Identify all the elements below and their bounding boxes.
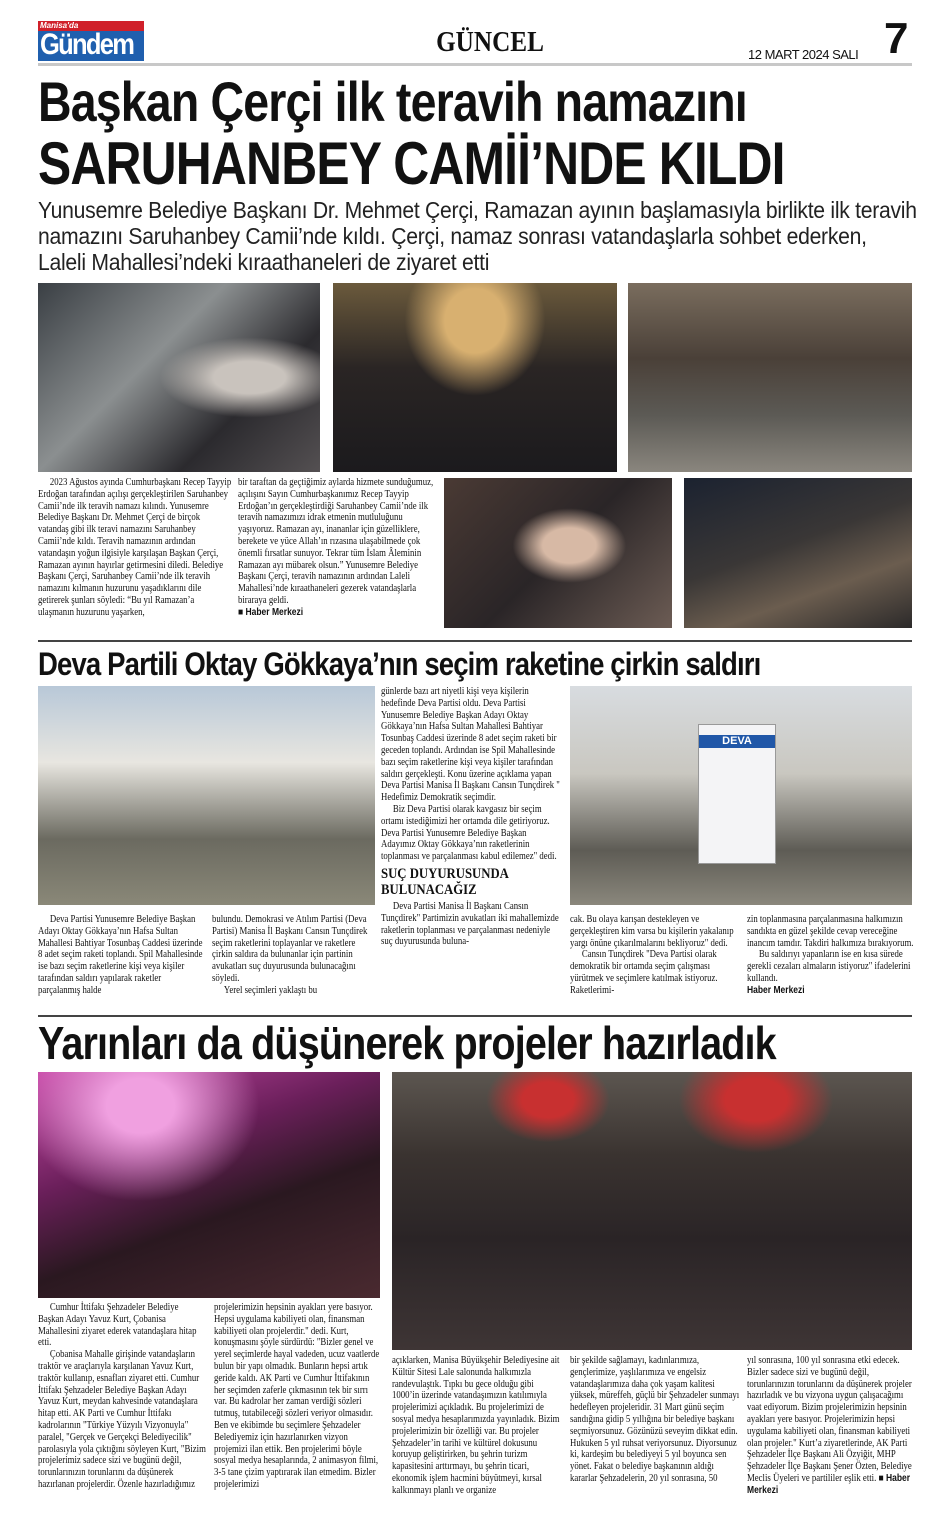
article2-column-1 (38, 914, 203, 997)
article2-paragraph: Deva Partisi Yunusemre Belediye Başkan Adayı Oktay Gökkaya’nın Hafsa Sultan Mahallesi Bahtiyar Tosunbaş Caddesi üzerinde 8 adet seçim raketi toplandı. Spil Mahallesinde ise bazı seçim raketlerine kişi veya kişiler tarafından saldırı yapılarak raketler parçalanmış halde (38, 914, 203, 996)
photo-candidate-rally (38, 1072, 380, 1298)
article1-deck: Yunusemre Belediye Başkanı Dr. Mehmet Çerçi, Ramazan ayının başlamasıyla birlikte ilk teravih namazını Saruhanbey Camii’nde kıldı. Çerçi, namaz sonrası vatandaşlarla sohbet ederken, Laleli Mahallesi’ndeki kıraathaneleri de ziyaret etti (38, 197, 917, 275)
article3-signature: ■ Haber Merkezi (747, 1472, 911, 1496)
article2-paragraph: Deva Partisi Manisa İl Başkanı Cansın Tunçdirek" Partimizin avukatları iki mahallemizde raketlerin toplanması ve parçalanması nedeniyle suç duyurusunda buluna- (381, 900, 559, 948)
article1-paragraph: 2023 Ağustos ayında Cumhurbaşkanı Recep Tayyip Erdoğan tarafından açılışı gerçekleştirilen Saruhanbey Camii’nde ilk teravih namazı kılındı. Yunusemre Belediye Başkanı Dr. Mehmet Çerçi de birçok vatandaş gibi ilk teravi namazını Saruhanbey Camii’nde kıldı. Teravih namazının ardından vatandaşın yoğun ilgisiyle karşılaşan Başkan Çerçi, Ramazan ayının hayırlar getirmesini diledi. Belediye Başkanı Çerçi, Saruhanbey Camii’nde ilk teravih namazını kılmanın huzurunu yaşadıklarını dile getirerek şunları söyledi: “Bu yıl Ramazan’a ulaşmanın huzurunu yaşarken, (38, 477, 232, 618)
photo-candidate-poster (38, 686, 375, 905)
article2-paragraph: Biz Deva Partisi olarak kavgasız bir seçim ortamı istediğimizi her ortamda dile getiriyoruz. Deva Partisi Yunusemre Belediye Başkan Adayımız Oktay Gökkaya’nın raketlerinin toplanması ve parçalanması kabul edilemez" dedi. (381, 803, 557, 863)
article3-column-2 (214, 1302, 382, 1491)
article2-headline: Deva Partili Oktay Gökkaya’nın seçim raketine çirkin saldırı (38, 646, 761, 682)
article2-column-2 (212, 914, 377, 997)
article1-signature: ■ Haber Merkezi (238, 606, 304, 618)
article3-headline: Yarınları da düşünerek projeler hazırladık (38, 1017, 776, 1069)
article2-paragraph: bulundu. Demokrasi ve Atılım Partisi (Deva Partisi) Manisa İl Başkanı Cansın Tunçdirek seçim raketlerini toplayanlar ve raketlere çirkin saldıra da bulunanlar için partinin avukatları suç duyurusunda bulunacağını söyledi. (212, 914, 368, 984)
article3-paragraph: Cumhur İttifakı Şehzadeler Belediye Başkan Adayı Yavuz Kurt, Çobanisa Mahallesini ziyaret ederek vatandaşlara hitap etti. (38, 1302, 197, 1349)
article2-middle-column (381, 686, 561, 948)
logo-top-text: Manisa'da (38, 21, 144, 31)
article1-headline-line2: SARUHANBEY CAMİİ’NDE KILDI (38, 130, 785, 197)
photo-selfie (444, 478, 672, 628)
article3-column-1 (38, 1302, 206, 1491)
article3-paragraph: projelerimizin hepsinin ayakları yere basıyor. Hepsi uygulama kabiliyeti olan, finansman kabiliyeti olan projelerdir." dedi. Kurt, konuşmasını şöyle sürdürdü: "Bizler genel ve yerel seçimlerde hayal vadeden, ucuz vaatlerde bulun bir yapı olmadık. Bunların hepsi artık geride kaldı. AK Parti ve Cumhur İttifakının her seçimden zaferle çıkmasının tek bir sırrı var. Bu kadrolar her zaman verdiği sözleri tutmuş, tutabileceği sözleri veriyor olmasıdır. Ben ve ekibimde bu seçimlere Şehzadeler Belediyemiz için hazırlanırken vizyon projemizi ilan ettik. Ben projelerimi böyle sosyal medya hesaplarında, 2 animasyon filmi, 3-5 tane çizim yaptırarak ilan etmedim. Bizler projelerimizi (214, 1302, 380, 1490)
article3-column-5 (747, 1355, 914, 1497)
article2-subheading: SUÇ DUYURUSUNDA BULUNACAĞIZ (381, 865, 509, 898)
article2-paragraph: zin toplanmasına parçalanmasına halkımızın sandıkta en güzel şekilde cevap vereceğine inancım tamdır. Takdiri halkımıza bırakıyorum. (747, 914, 914, 949)
photo-deva-poster (570, 686, 912, 905)
photo-crowd-meeting (392, 1072, 912, 1350)
article3-column-3 (392, 1355, 562, 1497)
article3-text: yıl sonrasına, 100 yıl sonrasına etki edecek. Bizler sadece sizi ve bugünü değil, torunlarınızın torunlarını da düşünerek projeler hazırladık ve bu vizyona uygun çalışacağımı vaat ediyorum. Bizim projelerimizin hepsinin ayakları yere basıyor. Projelerimizin hepsi uygulama kabiliyeti olan, finansman kabiliyeti olan projeler." Kurt’a ziyaretlerinde, AK Parti Şehzadeler İlçe Başkanı Ali Özyiğit, MHP Şehzadeler İlçe Başkanı Şener Özten, Belediye Meclis Üyeleri ve partililer eşlik etti. (747, 1355, 912, 1484)
photo-coffeehouse-group (628, 283, 912, 472)
article2-paragraph: günlerde bazı art niyetli kişi veya kişilerin hedefinde Deva Partisi oldu. Deva Partisi Yunusemre Belediye Başkan Adayı Oktay Gökkaya’nın Hafsa Sultan Mahallesi Bahtiyar Tosunbaş Caddesi üzerinde 8 adet seçim raketi bir geceden toplandı. Ardından ise Spil Mahallesinde bazı seçim raketlerine kişi veya kişiler tarafından saldırı gerçekleşti. Konu üzerine açıklama yapan Deva Partisi Manisa İl Başkanı Cansın Tunçdirek " Hedefimiz Demokratik seçimdir. (381, 686, 560, 804)
page-number: 7 (884, 14, 909, 63)
article2-paragraph: Yerel seçimleri yaklaştı bu (223, 984, 318, 996)
article3-column-4 (570, 1355, 740, 1485)
article3-paragraph: bir şekilde sağlamayı, kadınlarımıza, gençlerimize, yaşlılarımıza ve engelsiz vatandaşlarımıza daha çok yaşam kalitesi yüksek, müreffeh, güçlü bir Şehzadeler sunmayı hedefleyen projeleridir. 31 Mart günü seçim sandığına gidip 5 yıllığına bir belediye başkanı seçmiyorsunuz. Gözünüzü seveyim dikkat edin. Hukuken 5 yıl ruhsat veriyorsunuz. Diyorsunuz ki, kardeşim bu belediyeyi 5 yıl boyunca sen yönet. Fakat o belediye başkanının aldığı kararlar Şehzadelerin, 20 yıl sonrasına, 50 (570, 1355, 740, 1484)
signature-text: Haber Merkezi (747, 984, 805, 996)
photo-night-handshake (684, 478, 912, 628)
article3-paragraph (747, 1355, 914, 1497)
article1-paragraph: bir taraftan da geçtiğimiz aylarda hizmete sunduğumuz, açılışını Sayın Cumhurbaşkanımız Recep Tayyip Erdoğan’ın gerçekleştirdiği Saruhanbey Camii’nde ilk teravih namazımızı idrak etmenin mutluluğunu yaşıyoruz. Ramazan ayı, inananlar için güzelliklere, berekete ve yüce Allah’ın rızasına ulaşabilmede çok önemli fırsatlar sunuyor. Tekrar tüm İslam Âleminin Ramazan ayı mübarek olsun.” Yunusemre Belediye Başkanı Çerçi, teravih namazının ardından Laleli Mahallesi’nde kıraathaneleri gezerek vatandaşlarla biraraya geldi. (238, 477, 434, 606)
article3-paragraph: Çobanisa Mahalle girişinde vatandaşların traktör ve araçlarıyla karşılanan Yavuz Kurt, traktör kullanıp, esnafları ziyaret etti. Cumhur İttifakı Şehzadeler Belediye Başkan Adayı Yavuz Kurt, meydan kahvesinde vatandaşlara hitap etti. AK Parti ve Cumhur İttifakı kadrolarının "Türkiye Yüzyılı Vizyonuyla" paralel, "Gerçek ve Gerçekçi Belediyecilik" parolasıyla yola çıktığını söyleyen Kurt, "Bizim projelerimiz sadece sizi ve bugünü değil, torunlarınızın torunlarını da düşünerek hazırlanan projelerdir. Özenle hazırladığımız (38, 1349, 206, 1490)
article2-paragraph: cak. Bu olaya karışan destekleyen ve gerçekleştiren kim varsa bu kişilerin yakalanıp yargı önüne çıkarılmalarını bekliyoruz" dedi. (570, 914, 734, 949)
article2-paragraph: Cansın Tunçdirek "Deva Partisi olarak demokratik bir ortamda seçim çalışması yürütmek ve seçimlere katılmak istiyoruz. Raketlerimi- (570, 949, 718, 996)
section-divider (38, 640, 912, 642)
article3-paragraph: açıklarken, Manisa Büyükşehir Belediyesine ait Kültür Sitesi Lale salonunda halkımızla randevulaştık. Tıpkı bu gece olduğu gibi 1000’in üzerinde vatandaşımızın katılımıyla projelerimizi açıkladık. Bu projelerimizi de sosyal medya hesaplarımızda yayınladık. Bizim projelerimizin bir özelliği var. Bu projeler Şehzadeler’in tarihi ve kültürel dokusunu koruyup geliştirirken, bu şehrin turizm kapasitesini arttırmayı, bu şehrin ticari, ekonomik işlem hacmini büyütmeyi, kırsal kalkınmayı planlı ve organize (392, 1355, 560, 1496)
article1-headline-line1: Başkan Çerçi ilk teravih namazını (38, 70, 747, 133)
deva-campaign-poster (698, 724, 776, 864)
issue-date: 12 MART 2024 SALI (748, 47, 859, 62)
logo-main-text: Gündem (40, 28, 134, 61)
article2-column-4 (747, 914, 914, 997)
article2-paragraph: Bu saldırıyı yapanların ise en kısa sürede gerekli cezaları almaların istiyoruz" ifadelerini kullandı. (747, 949, 911, 984)
article2-column-3 (570, 914, 740, 997)
photo-mosque-group (333, 283, 617, 472)
poster-label: DEVA (699, 735, 775, 748)
article1-column-2 (238, 477, 438, 619)
article2-signature (747, 985, 914, 997)
article1-column-1 (38, 477, 232, 619)
header-rule (38, 63, 912, 66)
signature-text: Haber Merkezi (245, 606, 304, 618)
photo-mayor-greeting (38, 283, 320, 472)
section-title: GÜNCEL (436, 27, 544, 58)
signature-text: Haber Merkezi (747, 1472, 911, 1496)
